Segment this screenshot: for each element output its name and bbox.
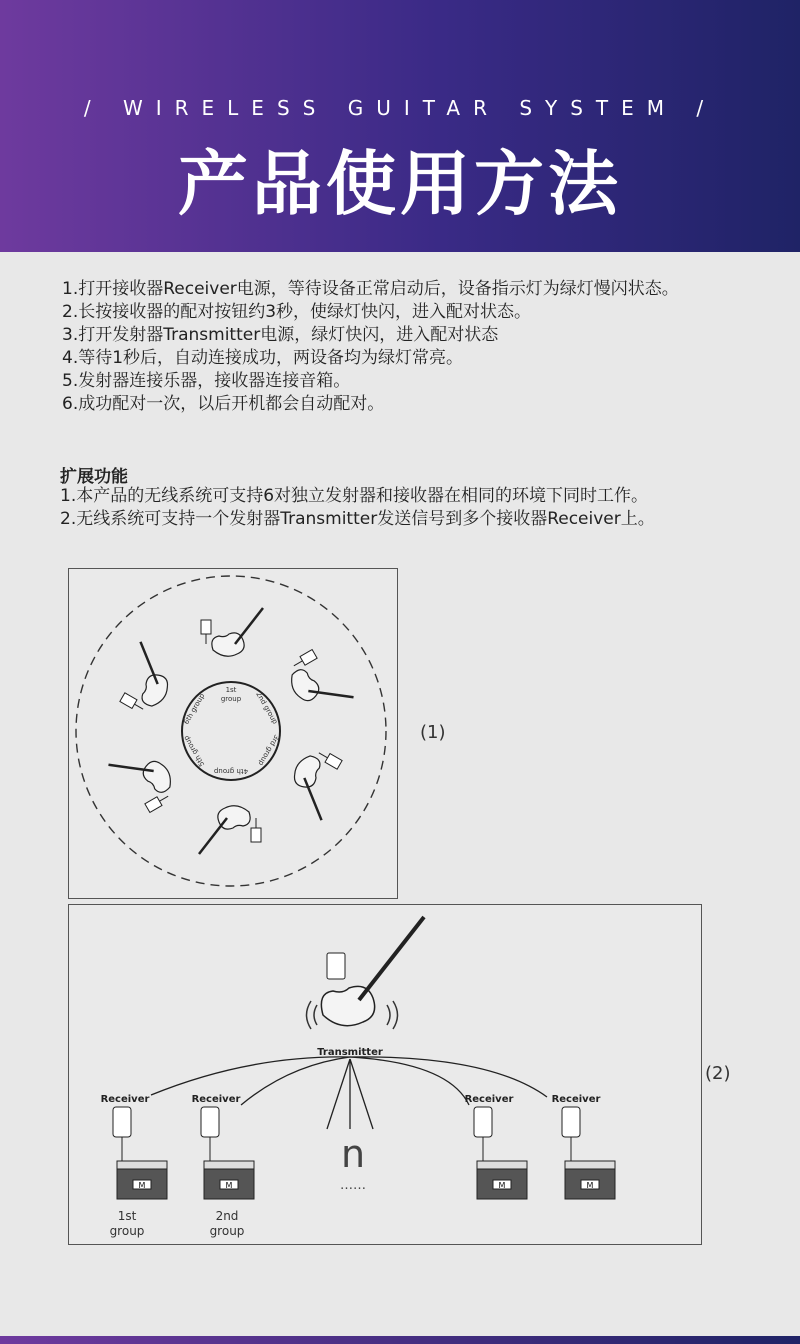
n-label: n (340, 1132, 366, 1176)
group-label-5: 5th group (182, 734, 207, 768)
step-item: 5.发射器连接乐器，接收器连接音箱。 (62, 371, 351, 391)
multi-group-diagram (69, 569, 397, 898)
extension-item: 2.无线系统可支持一个发射器Transmitter发送信号到多个接收器Receiver上。 (60, 509, 655, 529)
step-item: 4.等待1秒后，自动连接成功，两设备均为绿灯常亮。 (62, 348, 464, 368)
header-banner (0, 0, 800, 252)
group-label-1a: 1st (225, 686, 237, 694)
guitar-icon (199, 806, 261, 854)
guitar-icon (109, 642, 182, 720)
amp-mark: M (225, 1181, 233, 1190)
group-1-label-line1: 1st (117, 1209, 137, 1223)
guitar-icon (281, 644, 354, 722)
header-subtitle: / WIRELESS GUITAR SYSTEM / (83, 96, 717, 120)
guitar-icon (201, 608, 263, 656)
amp-mark: M (498, 1181, 506, 1190)
figure-1-multi-group (68, 568, 398, 899)
amp-mark: M (138, 1181, 146, 1190)
amplifier-icon (477, 1161, 527, 1199)
receiver-icon (562, 1107, 580, 1163)
extension-list (60, 485, 790, 531)
transmitter-label: Transmitter (317, 1047, 383, 1058)
step-item: 6.成功配对一次，以后开机都会自动配对。 (62, 394, 385, 414)
group-label-4: 4th group (213, 767, 249, 775)
receiver-label-3: Receiver (464, 1094, 514, 1105)
group-label-1b: group (220, 695, 242, 703)
usage-steps (62, 278, 782, 416)
one-to-many-diagram (69, 905, 701, 1244)
page-title: 产品使用方法 (178, 143, 622, 225)
figure-2-label: (2) (705, 1063, 731, 1084)
dots-label: …… (340, 1178, 366, 1193)
amplifier-icon (204, 1161, 254, 1199)
amp-mark: M (586, 1181, 594, 1190)
transmitter-guitar-icon (307, 917, 425, 1029)
group-2-label-line2: group (209, 1224, 245, 1238)
amplifier-icon (117, 1161, 167, 1199)
figure-2-one-to-many (68, 904, 702, 1245)
figure-1-label: (1) (420, 722, 446, 743)
group-2-label-line1: 2nd (215, 1209, 239, 1223)
receiver-icon (113, 1107, 131, 1163)
group-label-6: 6th group (182, 692, 207, 726)
group-1-label-line2: group (109, 1224, 145, 1238)
receiver-label-1: Receiver (100, 1094, 150, 1105)
guitar-icon (280, 742, 353, 820)
receiver-label-2: Receiver (191, 1094, 241, 1105)
extension-item: 1.本产品的无线系统可支持6对独立发射器和接收器在相同的环境下同时工作。 (60, 486, 649, 506)
step-item: 1.打开接收器Receiver电源，等待设备正常启动后，设备指示灯为绿灯慢闪状态。 (62, 279, 679, 299)
group-label-2: 2nd group (254, 690, 280, 726)
receiver-label-4: Receiver (551, 1094, 601, 1105)
guitar-icon (108, 741, 181, 819)
group-label-3: 3rd group (256, 733, 281, 767)
step-item: 2.长按接收器的配对按钮约3秒，使绿灯快闪，进入配对状态。 (62, 302, 532, 322)
guitar-set (201, 608, 263, 656)
bottom-bar (0, 1336, 800, 1344)
receiver-icon (201, 1107, 219, 1163)
step-item: 3.打开发射器Transmitter电源，绿灯快闪，进入配对状态 (62, 325, 499, 345)
extension-title: 扩展功能 (60, 467, 128, 487)
amplifier-icon (565, 1161, 615, 1199)
receiver-icon (474, 1107, 492, 1163)
